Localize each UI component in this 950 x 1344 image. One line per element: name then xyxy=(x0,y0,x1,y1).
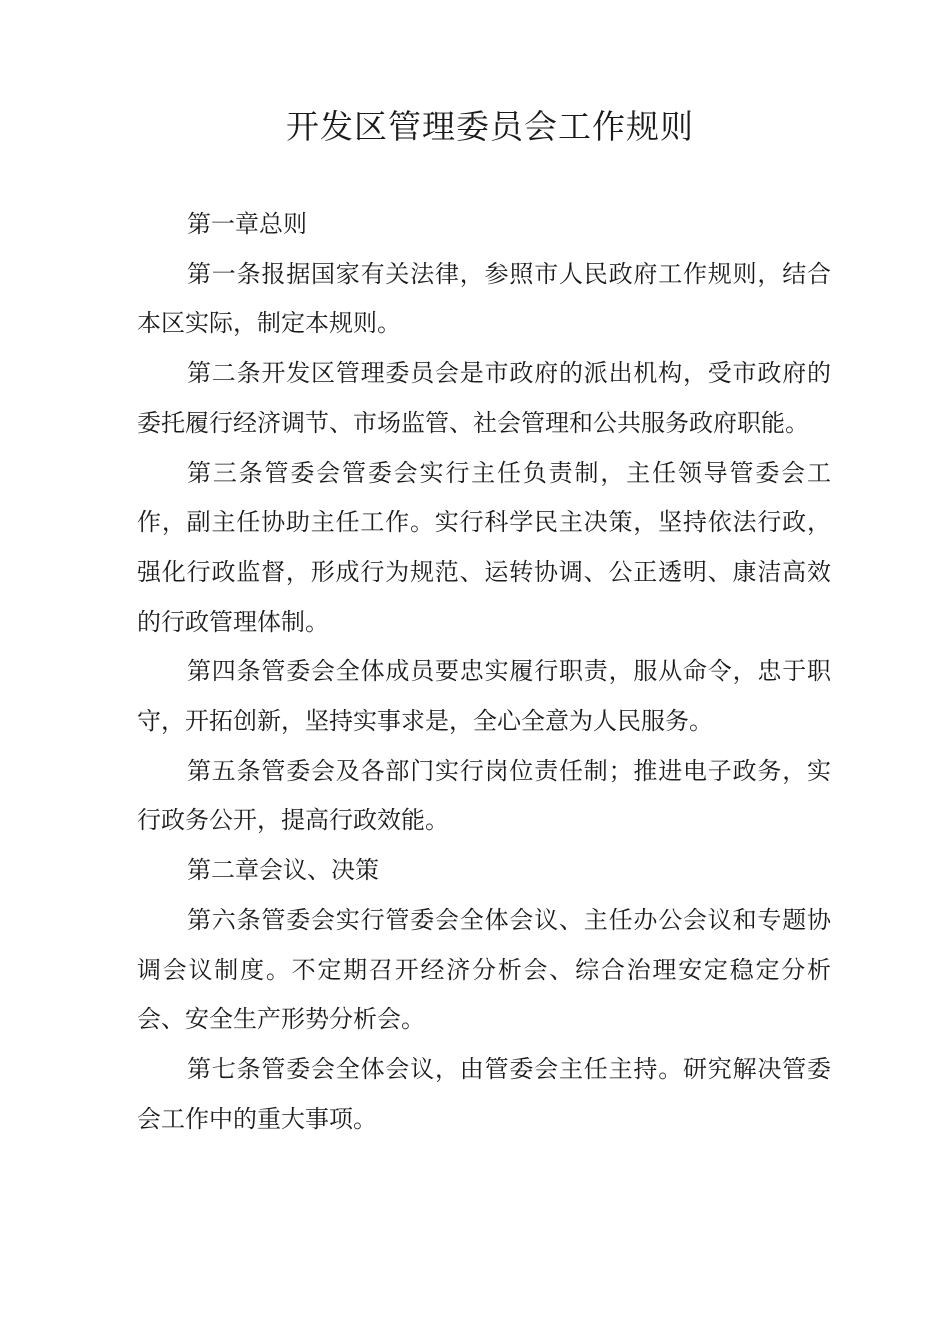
document-title: 开发区管理委员会工作规则 xyxy=(286,107,694,146)
article-4: 第四条管委会全体成员要忠实履行职责，服从命令，忠于职守，开拓创新，坚持实事求是，全心全意为人民服务。 xyxy=(137,657,831,736)
article-3: 第三条管委会管委会实行主任负责制，主任领导管委会工作，副主任协助主任工作。实行科学民主决策，坚持依法行政，强化行政监督，形成行为规范、运转协调、公正透明、康洁高效的行政管理体制。 xyxy=(137,458,831,636)
chapter-heading-2: 第二章会议、决策 xyxy=(187,856,379,885)
article-6: 第六条管委会实行管委会全体会议、主任办公会议和专题协调会议制度。不定期召开经济分析会、综合治理安定稳定分析会、安全生产形势分析会。 xyxy=(137,905,831,1034)
article-5: 第五条管委会及各部门实行岗位责任制；推进电子政务，实行政务公开，提高行政效能。 xyxy=(137,756,831,835)
document-body xyxy=(137,200,831,1144)
chapter-heading-1: 第一章总则 xyxy=(187,210,307,238)
article-7: 第七条管委会全体会议，由管委会主任主持。研究解决管委会工作中的重大事项。 xyxy=(137,1054,831,1133)
article-1: 第一条报据国家有关法律，参照市人民政府工作规则，结合本区实际，制定本规则。 xyxy=(137,259,831,338)
article-2: 第二条开发区管理委员会是市政府的派出机构，受市政府的委托履行经济调节、市场监管、社会管理和公共服务政府职能。 xyxy=(137,359,831,437)
